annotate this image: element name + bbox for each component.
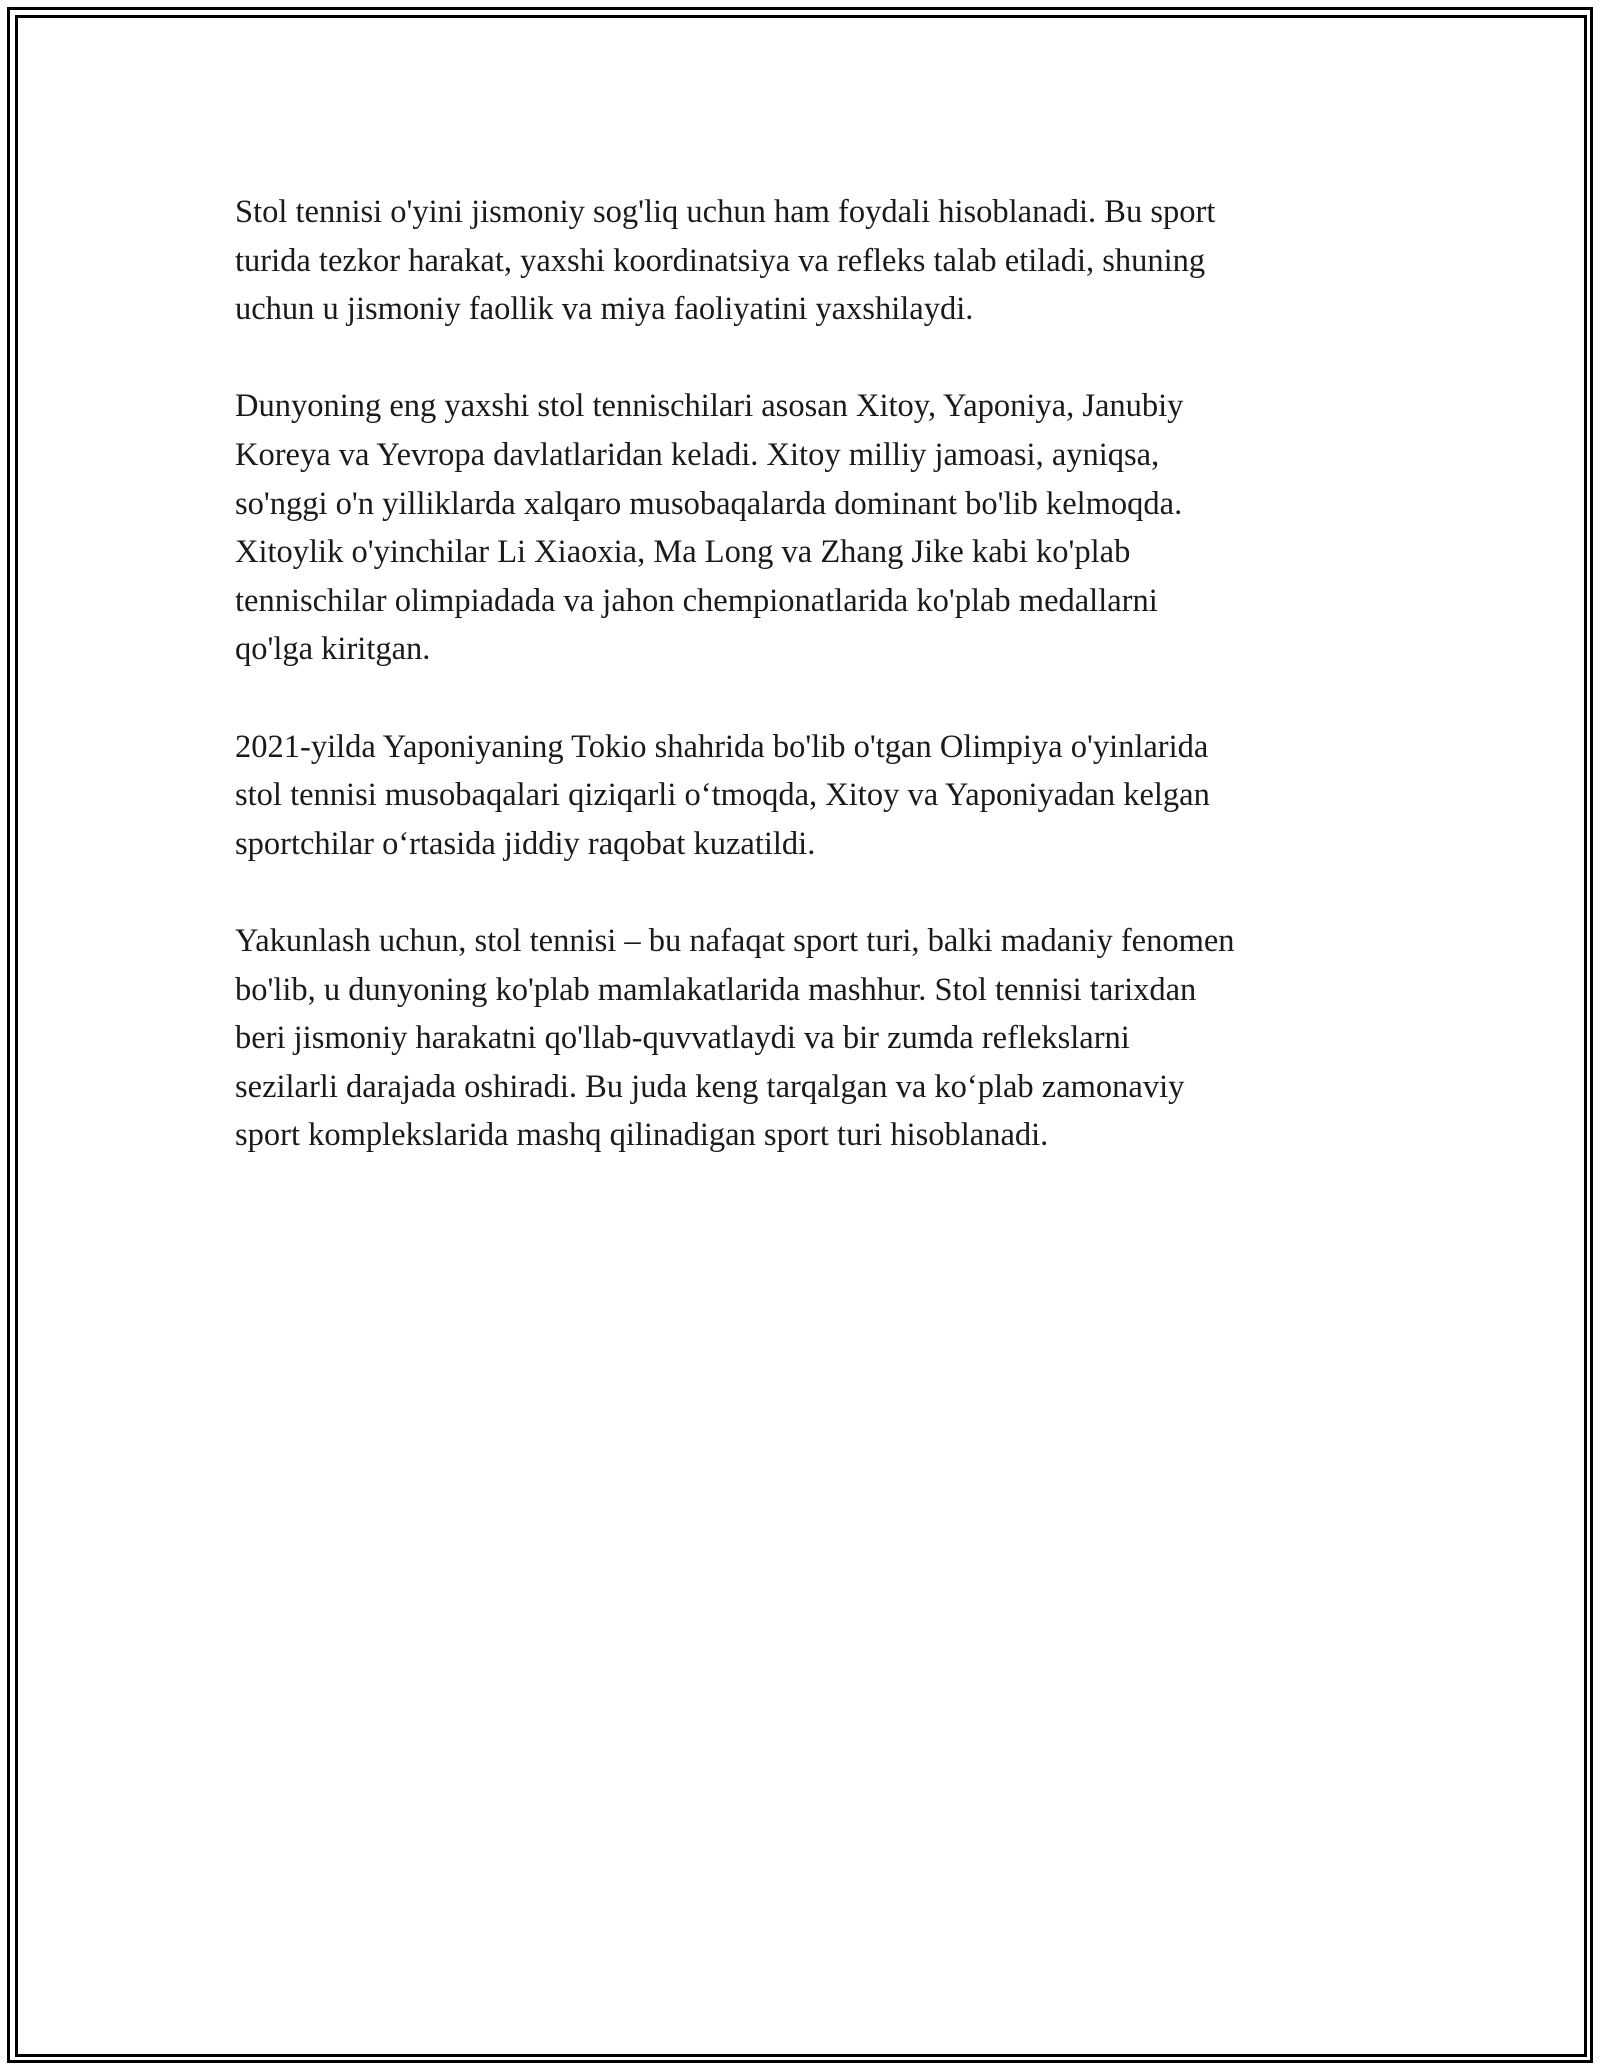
- paragraph-conclusion: [235, 917, 1375, 1160]
- text-line: turida tezkor harakat, yaxshi koordinatsiya va refleks talab etiladi, shuning: [235, 242, 1206, 279]
- document-body: [235, 188, 1375, 1208]
- text-line: stol tennisi musobaqalari qiziqarli oʻtmoqda, Xitoy va Yaponiyadan kelgan: [235, 777, 1210, 814]
- text-line: 2021-yilda Yaponiyaning Tokio shahrida bo'lib o'tgan Olimpiya o'yinlarida: [235, 728, 1209, 765]
- text-line: Stol tennisi o'yini jismoniy sog'liq uchun ham foydali hisoblanadi. Bu sport: [235, 194, 1216, 230]
- text-line: sport komplekslarida mashq qilinadigan sport turi hisoblanadi.: [235, 1117, 1049, 1154]
- paragraph-top-players: [235, 382, 1375, 674]
- text-line: Xitoylik o'yinchilar Li Xiaoxia, Ma Long va Zhang Jike kabi ko'plab: [235, 534, 1131, 571]
- paragraph-health-benefits: [235, 188, 1375, 334]
- text-line: tennischilar olimpiadada va jahon chempionatlarida ko'plab medallarni: [235, 582, 1158, 619]
- text-line: bo'lib, u dunyoning ko'plab mamlakatlarida mashhur. Stol tennisi tarixdan: [235, 971, 1197, 1008]
- text-line: sezilarli darajada oshiradi. Bu juda keng tarqalgan va koʻplab zamonaviy: [235, 1068, 1185, 1105]
- text-line: Yakunlash uchun, stol tennisi – bu nafaqat sport turi, balki madaniy fenomen: [235, 922, 1235, 959]
- text-line: uchun u jismoniy faollik va miya faoliyatini yaxshilaydi.: [235, 291, 974, 328]
- text-line: Dunyoning eng yaxshi stol tennischilari asosan Xitoy, Yaponiya, Janubiy: [235, 388, 1184, 425]
- text-line: so'nggi o'n yilliklarda xalqaro musobaqalarda dominant bo'lib kelmoqda.: [235, 485, 1183, 522]
- text-line: qo'lga kiritgan.: [235, 631, 431, 668]
- paragraph-tokyo-olympics: [235, 723, 1375, 869]
- text-line: Koreya va Yevropa davlatlaridan keladi. Xitoy milliy jamoasi, ayniqsa,: [235, 436, 1160, 473]
- text-line: sportchilar oʻrtasida jiddiy raqobat kuzatildi.: [235, 825, 816, 862]
- text-line: beri jismoniy harakatni qo'llab-quvvatlaydi va bir zumda reflekslarni: [235, 1020, 1130, 1057]
